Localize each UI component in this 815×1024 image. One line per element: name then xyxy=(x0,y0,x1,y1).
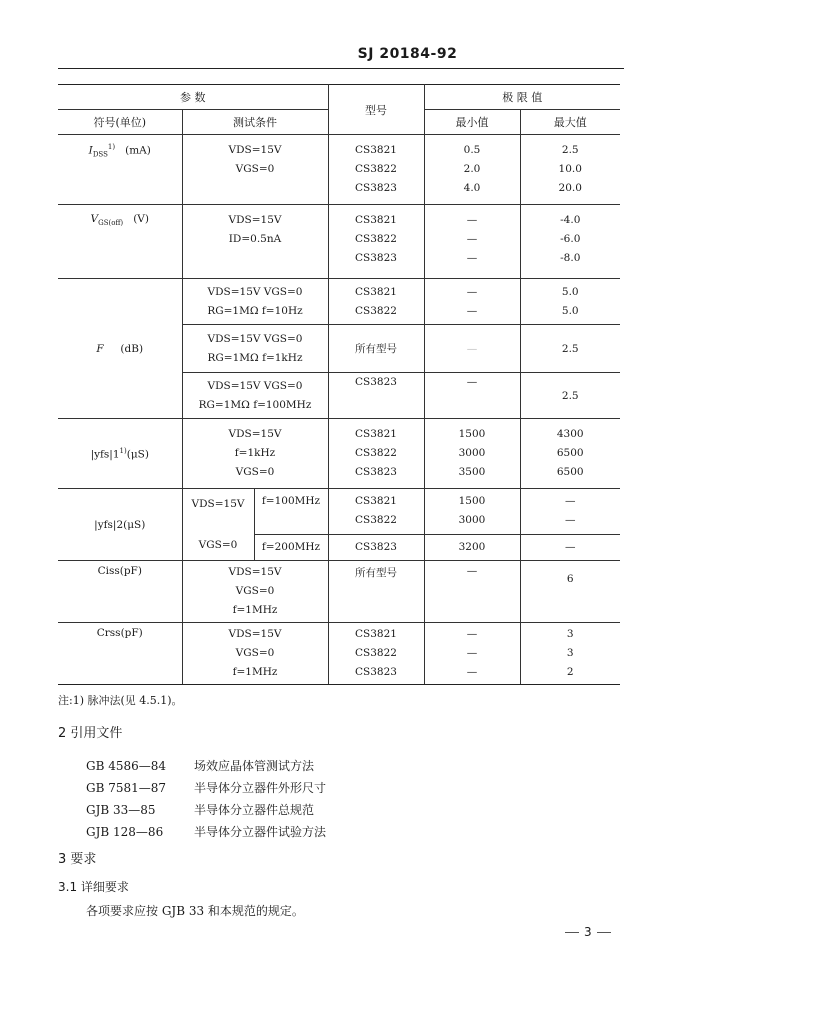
yfs2-model-b: CS3823 xyxy=(328,534,424,560)
yfs2-symbol: |yfs|2(μS) xyxy=(58,489,182,561)
page-number: 3 xyxy=(560,925,616,939)
noise-g2-max: 2.5 xyxy=(520,325,620,373)
idss-min: 0.5 2.0 4.0 xyxy=(424,135,520,205)
section-3-1-text: 各项要求应按 GJB 33 和本规范的规定。 xyxy=(86,904,304,918)
table-footnote: 注:1) 脉冲法(见 4.5.1)。 xyxy=(58,694,183,707)
vgsoff-max: -4.0 -6.0 -8.0 xyxy=(520,205,620,279)
vgsoff-symbol: $V_{GS(off)}$ (V) xyxy=(58,205,182,279)
header-symbol: 符号(单位) xyxy=(58,110,182,135)
document-code: SJ 20184-92 xyxy=(357,46,458,62)
idss-symbol: $I_{DSS}^{1)}$ (mA) xyxy=(58,135,182,205)
yfs2-freq-200mhz: f=200MHz xyxy=(254,534,328,560)
yfs2-min-b: 3200 xyxy=(424,534,520,560)
noise-g1-min: — — xyxy=(424,279,520,325)
yfs2-models-a: CS3821 CS3822 xyxy=(328,489,424,535)
header-model: 型号 xyxy=(328,85,424,135)
yfs1-models: CS3821 CS3822 CS3823 xyxy=(328,419,424,489)
header-rule xyxy=(58,68,624,69)
reference-item: GJB 128—86 半导体分立器件试验方法 xyxy=(86,825,327,839)
section-3-1-heading: 3.1 详细要求 xyxy=(58,880,129,894)
noise-g1-conditions: VDS=15V VGS=0 RG=1MΩ f=10Hz xyxy=(182,279,328,325)
noise-g3-max: 2.5 xyxy=(520,373,620,419)
crss-conditions: VDS=15V VGS=0 f=1MHz xyxy=(182,623,328,685)
idss-max: 2.5 10.0 20.0 xyxy=(520,135,620,205)
ciss-conditions: VDS=15V VGS=0 f=1MHz xyxy=(182,561,328,623)
header-param-group: 参 数 xyxy=(58,85,328,110)
reference-item: GB 4586—84 场效应晶体管测试方法 xyxy=(86,759,315,773)
reference-list xyxy=(86,755,326,843)
yfs2-min-a: 1500 3000 xyxy=(424,489,520,535)
noise-g3-model: CS3823 xyxy=(328,373,424,419)
yfs1-max: 4300 6500 6500 xyxy=(520,419,620,489)
reference-item: GB 7581—87 半导体分立器件外形尺寸 xyxy=(86,781,327,795)
noise-g3-min: — xyxy=(424,373,520,419)
vgsoff-models: CS3821 CS3822 CS3823 xyxy=(328,205,424,279)
crss-symbol: Crss(pF) xyxy=(58,623,182,685)
noise-g2-min: — xyxy=(424,325,520,373)
yfs2-conditions: VDS=15V VGS=0 xyxy=(182,489,254,561)
vgsoff-conditions: VDS=15V ID=0.5nA xyxy=(182,205,328,279)
ciss-symbol: Ciss(pF) xyxy=(58,561,182,623)
yfs1-symbol: |yfs|1$^{1)}$(μS) xyxy=(58,419,182,489)
header-max: 最大值 xyxy=(520,110,620,135)
idss-conditions: VDS=15V VGS=0 xyxy=(182,135,328,205)
parameter-table xyxy=(58,84,620,685)
header-condition: 测试条件 xyxy=(182,110,328,135)
noise-g2-conditions: VDS=15V VGS=0 RG=1MΩ f=1kHz xyxy=(182,325,328,373)
yfs1-conditions: VDS=15V f=1kHz VGS=0 xyxy=(182,419,328,489)
reference-item: GJB 33—85 半导体分立器件总规范 xyxy=(86,803,315,817)
noise-g2-model: 所有型号 xyxy=(328,325,424,373)
ciss-max: 6 xyxy=(520,561,620,623)
yfs1-min: 1500 3000 3500 xyxy=(424,419,520,489)
yfs2-max-a: — — xyxy=(520,489,620,535)
vgsoff-min: — — — xyxy=(424,205,520,279)
crss-models: CS3821 CS3822 CS3823 xyxy=(328,623,424,685)
noise-g1-max: 5.0 5.0 xyxy=(520,279,620,325)
noise-g3-conditions: VDS=15V VGS=0 RG=1MΩ f=100MHz xyxy=(182,373,328,419)
yfs2-max-b: — xyxy=(520,534,620,560)
ciss-model: 所有型号 xyxy=(328,561,424,623)
header-limit-group: 极 限 值 xyxy=(424,85,620,110)
crss-max: 3 3 2 xyxy=(520,623,620,685)
ciss-min: — xyxy=(424,561,520,623)
noise-symbol: F (dB) xyxy=(58,279,182,419)
section-3-heading: 3 要求 xyxy=(58,852,97,867)
header-min: 最小值 xyxy=(424,110,520,135)
section-2-heading: 2 引用文件 xyxy=(58,726,123,741)
idss-models: CS3821 CS3822 CS3823 xyxy=(328,135,424,205)
yfs2-freq-100mhz: f=100MHz xyxy=(254,489,328,535)
noise-g1-models: CS3821 CS3822 xyxy=(328,279,424,325)
crss-min: — — — xyxy=(424,623,520,685)
